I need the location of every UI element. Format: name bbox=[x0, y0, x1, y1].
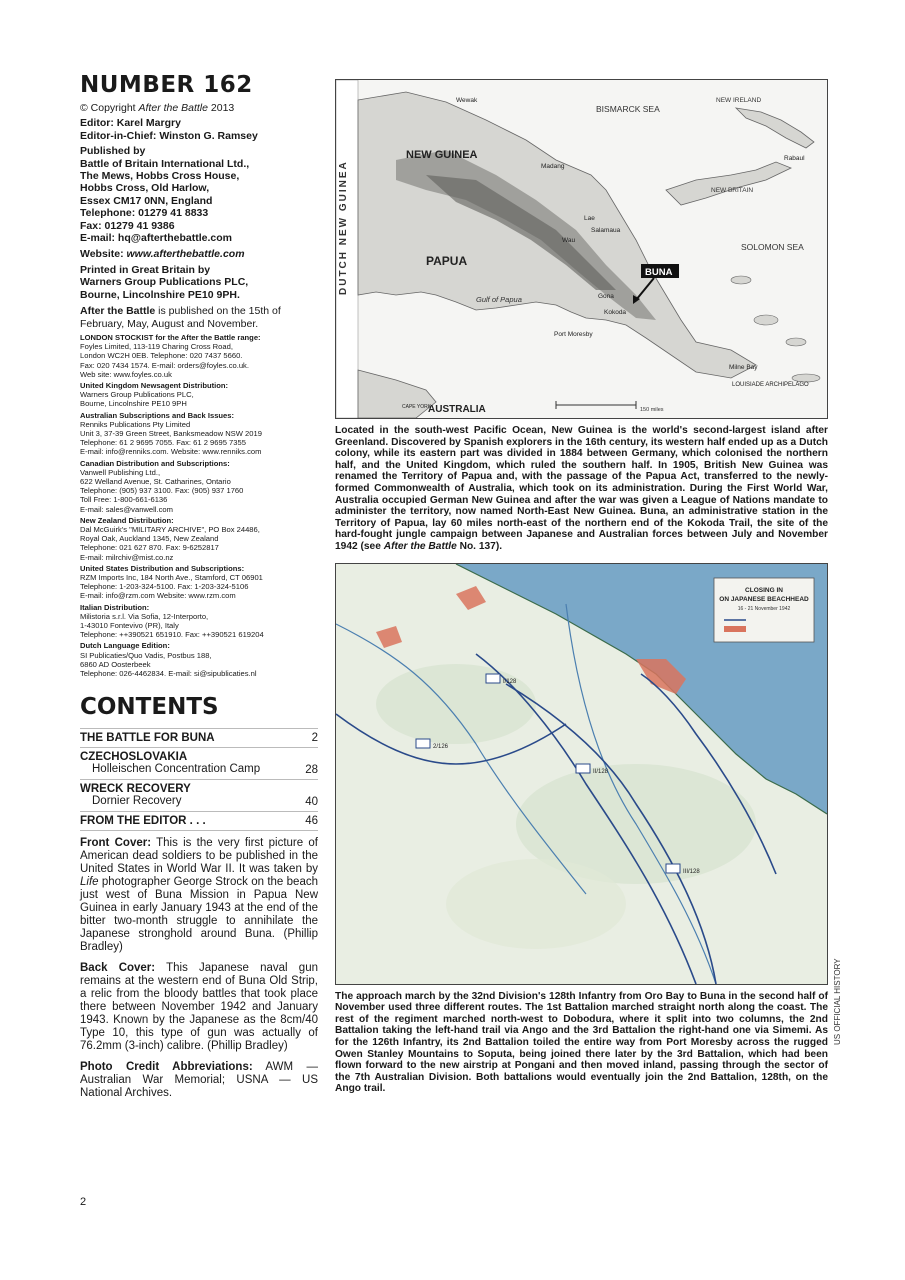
unit-label: III/128 bbox=[683, 868, 700, 875]
legend-dates: 16 - 21 November 1942 bbox=[737, 605, 791, 612]
distribution-line: Renniks Publications Pty Limited bbox=[80, 419, 191, 429]
publisher-address: Battle of Britain International Ltd., The Mews, Hobbs Cross House, Hobbs Cross, Old Harlow, Essex CM17 0NN, England Telephone: 01279 41 8833 Fax: 01279 41 9386 E-mail: hq@afterthebattle.com bbox=[80, 158, 318, 245]
map-label-wau: Wau bbox=[562, 237, 576, 244]
map-label-lae: Lae bbox=[584, 215, 595, 222]
photo-credit-vertical: US OFFICIAL HISTORY bbox=[833, 958, 842, 1045]
map-label-papua: PAPUA bbox=[426, 254, 468, 268]
distribution-line: Royal Oak, Auckland 1345, New Zealand bbox=[80, 534, 219, 544]
distribution-line: RZM Imports Inc, 184 North Ave., Stamford, CT 06901 bbox=[80, 572, 263, 582]
distribution-heading: LONDON STOCKIST for the After the Battle range: bbox=[80, 332, 261, 342]
editor-line: Editor: Karel Margry bbox=[80, 117, 181, 130]
fax: Fax: 01279 41 9386 bbox=[80, 219, 175, 232]
map-label-salamaua: Salamaua bbox=[591, 227, 621, 234]
map-caption-2: The approach march by the 32nd Division's 128th Infantry from Oro Bay to Buna in the second half of November used three different routes. The 1st Battalion marched straight north along the coast. The rest of the regiment marched north-west to Dobodura, where it split into two columns, the 2nd Battalion taking the left-hand trail via Ango and the 3rd Battalion the right-hand one via Simemi. As for the 126th Infantry, its 2nd Battalion toiled the entire way from Port Moresby across the rugged Owen Stanley Mountains to Soputa, being joined there later by the 3rd Battalion, which had been flown forward to the new airstrip at Pongani and then moved inland, passing through the sector of the 7th Australian Division. Both battalions would eventually join the 2nd Battalion, 128th, on the Ango trail. bbox=[335, 990, 828, 1095]
map-label-bismarck: BISMARCK SEA bbox=[596, 104, 660, 114]
website-link[interactable]: www.afterthebattle.com bbox=[126, 248, 245, 261]
map-label-gona: Gona bbox=[598, 293, 614, 300]
unit-label: I/128 bbox=[503, 678, 517, 685]
map-label-port-moresby: Port Moresby bbox=[554, 331, 593, 338]
email: E-mail: hq@afterthebattle.com bbox=[80, 232, 233, 245]
distribution-line: Bourne, Lincolnshire PE10 9PH bbox=[80, 399, 187, 409]
distribution-line: Vanwell Publishing Ltd., bbox=[80, 467, 161, 477]
map-label-louisiade: LOUISIADE ARCHIPELAGO bbox=[732, 382, 809, 388]
toc-item[interactable]: FROM THE EDITOR . . . 46 bbox=[80, 812, 318, 831]
distribution-line: Fax: 020 7434 1574. E-mail: orders@foyles.co.uk. bbox=[80, 360, 249, 370]
front-cover-note: Front Cover: This is the very first picture of American dead soldiers to be published in the United States in World War II. It was taken by Life photographer George Strock on the beach just west of Buna Mission in Papua New Guinea in early January 1943 at the end of the bitter two-month struggle to annihilate the Japanese stronghold around Buna. (Phillip Bradley) bbox=[80, 837, 318, 954]
cover-notes bbox=[80, 837, 318, 1100]
website-line: Website: www.afterthebattle.com bbox=[80, 248, 245, 261]
scale-label: 150 miles bbox=[640, 407, 664, 413]
page-number: 2 bbox=[80, 1196, 87, 1208]
publication-schedule: After the Battle is published on the 15th of February, May, August and November. bbox=[80, 305, 281, 330]
distribution-line: 1-43010 Fontevivo (PR), Italy bbox=[80, 621, 179, 630]
buna-approach-map bbox=[335, 563, 828, 985]
distribution-heading: Australian Subscriptions and Back Issues: bbox=[80, 410, 235, 420]
distribution-line: E-mail: info@renniks.com. Website: www.renniks.com bbox=[80, 447, 262, 457]
legend-title: CLOSING IN bbox=[745, 586, 783, 594]
distribution-line: Warners Group Publications PLC, bbox=[80, 390, 194, 400]
toc-item[interactable]: THE BATTLE FOR BUNA 2 bbox=[80, 729, 318, 748]
legend-subtitle: ON JAPANESE BEACHHEAD bbox=[719, 595, 809, 603]
new-guinea-map-svg bbox=[336, 80, 827, 418]
map-label-cape-york: CAPE YORK bbox=[402, 404, 432, 410]
distribution-line: Foyles Limited, 113-119 Charing Cross Road, bbox=[80, 342, 233, 352]
unit-label: II/128 bbox=[593, 768, 609, 775]
back-cover-note: Back Cover: This Japanese naval gun remains at the western end of Buna Old Strip, a relic from the bloody battles that took place there between November 1942 and January 1943. Known by the Japanese as the 8cm/40 Type 10, this type of gun was actually of 76.2mm (3-inch) calibre. (Phillip Bradley) bbox=[80, 962, 318, 1053]
distribution-line: Toll Free: 1-800-661-6136 bbox=[80, 495, 168, 505]
distribution-line: Milistoria s.r.l. Via Sofia, 12-Interporto, bbox=[80, 611, 209, 621]
map-label-new-britain: NEW BRITAIN bbox=[711, 187, 754, 194]
editor-in-chief-line: Editor-in-Chief: Winston G. Ramsey bbox=[80, 129, 258, 142]
photo-credit-note: Photo Credit Abbreviations: AWM — Australian War Memorial; USNA — US National Archives. bbox=[80, 1061, 318, 1100]
distribution-list bbox=[80, 333, 318, 678]
distribution-line: Telephone: 026-4462834. E-mail: si@sipublicaties.nl bbox=[80, 669, 257, 679]
distribution-heading: Canadian Distribution and Subscriptions: bbox=[80, 458, 230, 468]
published-by-label: Published by bbox=[80, 145, 146, 158]
distribution-line: 622 Welland Avenue, St. Catharines, Ontario bbox=[80, 476, 231, 486]
map-caption-1: Located in the south-west Pacific Ocean, New Guinea is the world's second-largest island after Greenland. Discovered by Spanish explorers in the 16th century, its western half ended up as a Dutch colony, while its eastern part was divided in 1884 between Germany, which colonised the northern half, and the United Kingdom, which ruled the southern half. In 1905, British New Guinea was renamed the Territory of Papua and, with the passage of the Papua Act, transferred to the newly-formed Commonwealth of Australia, which took on its administration. During the First World War, Australia occupied German New Guinea and after the war was given a League of Nations mandate to administer the territory, now named North-East New Guinea. Buna, an administrative station in the Territory of Papua, lay 60 miles north-east of the northern end of the Kokoda Trail, the site of the hard-fought jungle campaign between Japanese and Australian forces between July and November 1942 (see After the Battle No. 137). bbox=[335, 425, 828, 552]
new-guinea-map bbox=[335, 79, 828, 419]
distribution-line: Telephone: (905) 937 3100. Fax: (905) 937 1760 bbox=[80, 486, 244, 496]
distribution-heading: New Zealand Distribution: bbox=[80, 515, 174, 525]
right-column bbox=[335, 79, 828, 1095]
distribution-heading: Italian Distribution: bbox=[80, 602, 150, 612]
distribution-line: Telephone: 61 2 9695 7055. Fax: 61 2 9695 7355 bbox=[80, 438, 246, 448]
distribution-heading: United States Distribution and Subscriptions: bbox=[80, 563, 245, 573]
masthead-block bbox=[80, 102, 318, 330]
map-label-dutch: DUTCH NEW GUINEA bbox=[338, 160, 349, 295]
unit-label: 2/126 bbox=[433, 743, 449, 750]
toc-item[interactable]: CZECHOSLOVAKIA Holleischen Concentration Camp 28 bbox=[80, 748, 318, 780]
distribution-line: Web site: www.foyles.co.uk bbox=[80, 369, 172, 379]
map-label-new-ireland: NEW IRELAND bbox=[716, 97, 762, 104]
distribution-line: London WC2H 0EB. Telephone: 020 7437 5660. bbox=[80, 351, 243, 361]
map-label-rabaul: Rabaul bbox=[784, 155, 805, 162]
distribution-line: Telephone: ++390521 651910. Fax: ++390521 619204 bbox=[80, 630, 264, 640]
map-label-milne: Milne Bay bbox=[729, 364, 758, 371]
distribution-line: E-mail: info@rzm.com Website: www.rzm.com bbox=[80, 591, 236, 601]
contents-list bbox=[80, 728, 318, 831]
buna-approach-map-svg bbox=[336, 564, 827, 984]
printer-block: Printed in Great Britain by Warners Group Publications PLC, Bourne, Lincolnshire PE10 9PH. bbox=[80, 263, 249, 301]
map-label-madang: Madang bbox=[541, 163, 565, 170]
map-label-kokoda: Kokoda bbox=[604, 309, 627, 316]
map-label-gulf: Gulf of Papua bbox=[476, 295, 522, 304]
left-column bbox=[80, 72, 318, 1108]
map-label-buna: BUNA bbox=[645, 267, 673, 278]
map-label-wewak: Wewak bbox=[456, 97, 478, 104]
distribution-line: Telephone: 021 627 870. Fax: 9-6252817 bbox=[80, 543, 219, 553]
distribution-line: 6860 AD Oosterbeek bbox=[80, 659, 151, 669]
map-label-new-guinea: NEW GUINEA bbox=[406, 149, 478, 161]
distribution-line: Unit 3, 37-39 Green Street, Banksmeadow NSW 2019 bbox=[80, 428, 262, 438]
distribution-line: E-mail: milrchiv@mist.co.nz bbox=[80, 552, 174, 562]
distribution-line: Dal McGuirk's "MILITARY ARCHIVE", PO Box 24486, bbox=[80, 524, 260, 534]
distribution-line: Telephone: 1-203-324-5100. Fax: 1-203-324-5106 bbox=[80, 582, 249, 592]
copyright-line: © Copyright After the Battle 2013 bbox=[80, 102, 235, 114]
distribution-line: E-mail: sales@vanwell.com bbox=[80, 504, 173, 514]
map-label-solomon: SOLOMON SEA bbox=[741, 242, 804, 252]
issue-number: NUMBER 162 bbox=[80, 72, 253, 98]
map-label-australia: AUSTRALIA bbox=[428, 404, 486, 415]
telephone: Telephone: 01279 41 8833 bbox=[80, 207, 209, 220]
contents-title: CONTENTS bbox=[80, 694, 219, 721]
distribution-heading: United Kingdom Newsagent Distribution: bbox=[80, 380, 229, 390]
toc-item[interactable]: WRECK RECOVERY Dornier Recovery 40 bbox=[80, 780, 318, 812]
distribution-line: SI Publicaties/Quo Vadis, Postbus 188, bbox=[80, 650, 212, 660]
distribution-heading: Dutch Language Edition: bbox=[80, 641, 170, 651]
